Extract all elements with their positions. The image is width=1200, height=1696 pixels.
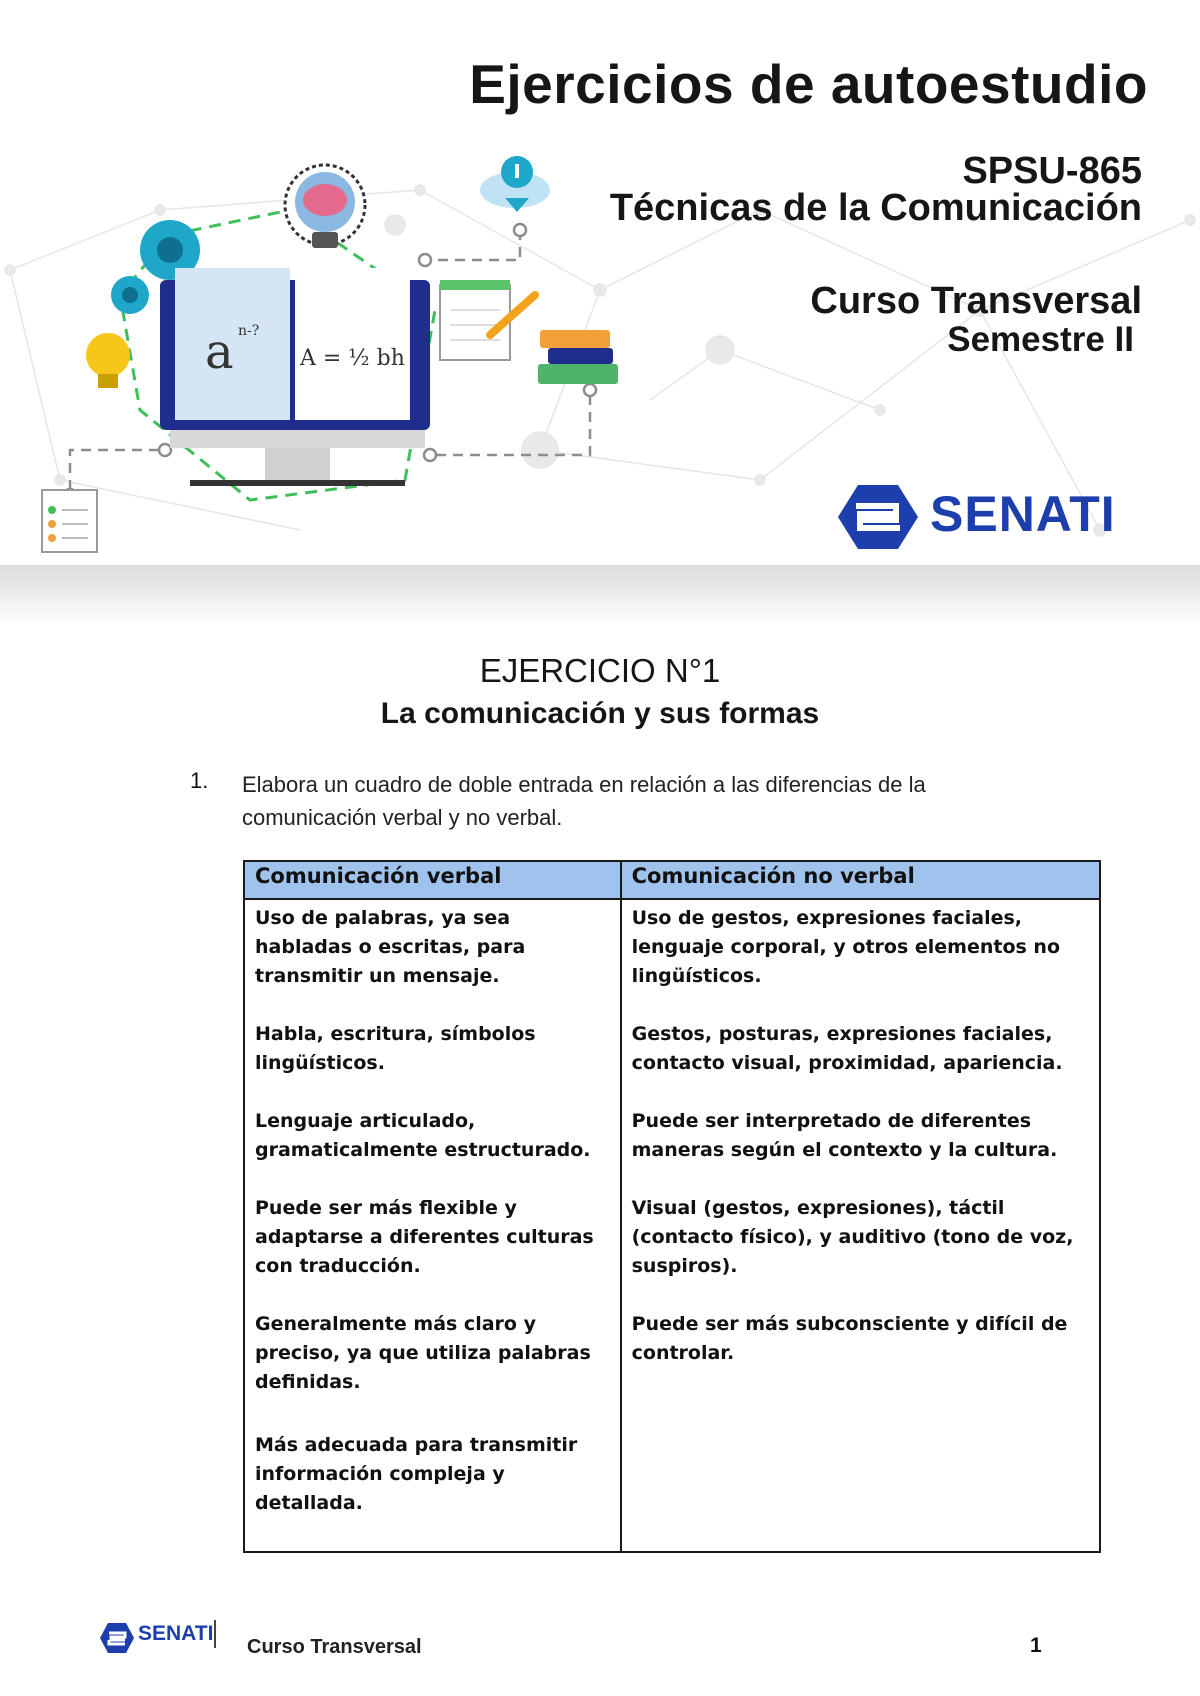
list-item: Gestos, posturas, expresiones faciales, contacto visual, proximidad, apariencia. [631,1023,1063,1074]
list-item: Puede ser interpretado de diferentes maneras según el contexto y la cultura. [631,1110,1058,1161]
brain-bulb-icon [285,165,365,248]
exercise-title: EJERCICIO N°1 [479,652,721,689]
info-cloud-icon [480,156,550,212]
footer-logo-text: SENATI [138,1622,214,1645]
notepad-icon [440,280,535,360]
footer-text: Curso Transversal [247,1636,422,1658]
list-item: Uso de palabras, ya sea habladas o escritas, para transmitir un mensaje. [255,907,526,987]
senati-logo-text: SENATI [930,486,1116,542]
question-text: Elabora un cuadro de doble entrada en relación a las diferencias de la comunicación verbal y no verbal. [242,772,926,830]
list-item: Puede ser más flexible y adaptarse a diferentes culturas con traducción. [255,1197,594,1277]
formula-left: a [205,324,234,380]
table-header-row [244,861,1100,899]
course-type: Curso Transversal [810,280,1142,322]
comparison-table [243,860,1101,1553]
header-shadow [0,565,1200,625]
list-item: Visual (gestos, expresiones), táctil (contacto físico), y auditivo (tono de voz, suspiros). [631,1197,1074,1277]
list-item: Puede ser más subconsciente y difícil de controlar. [631,1313,1068,1364]
page-number: 1 [1030,1634,1042,1657]
course-name: Técnicas de la Comunicación [609,187,1142,229]
exercise-subtitle: La comunicación y sus formas [380,697,820,730]
cell-no-verbal [621,899,1100,1552]
header-verbal: Comunicación verbal [244,861,621,899]
course-code: SPSU-865 [962,150,1142,192]
list-item: Lenguaje articulado, gramaticalmente estructurado. [255,1110,591,1161]
header-no-verbal: Comunicación no verbal [621,861,1100,899]
semester: Semestre II [947,320,1134,359]
monitor-icon [160,268,430,486]
books-icon [538,330,618,384]
table-row [244,899,1100,1552]
list-item: Más adecuada para transmitir información compleja y detallada. [255,1434,578,1514]
lightbulb-icon [86,333,130,388]
cell-verbal [244,899,621,1552]
list-item: Uso de gestos, expresiones faciales, lenguaje corporal, y otros elementos no lingüísticos. [631,907,1061,987]
question-number: 1. [190,768,209,793]
formula-right: A = ½ bh [300,346,405,371]
header-illustration [0,150,650,570]
list-item: Generalmente más claro y preciso, ya que utiliza palabras definidas. [255,1313,591,1393]
formula-exponent: n-? [238,323,260,339]
document-title: Ejercicios de autoestudio [469,53,1148,115]
checklist-icon [42,490,97,552]
list-item: Habla, escritura, símbolos lingüísticos. [255,1023,536,1074]
footer-divider [214,1620,216,1648]
